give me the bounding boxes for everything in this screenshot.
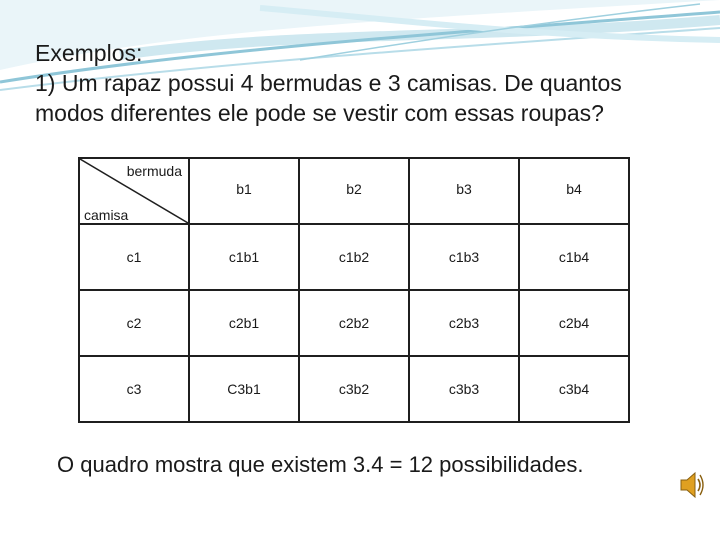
column-header: b4 xyxy=(519,158,629,224)
combinations-table xyxy=(78,157,630,423)
corner-label-camisa: camisa xyxy=(84,207,129,223)
title-line-1: Exemplos: xyxy=(35,40,143,66)
table-row xyxy=(79,290,629,356)
row-header: c1 xyxy=(79,224,189,290)
column-header: b3 xyxy=(409,158,519,224)
conclusion-text: O quadro mostra que existem 3.4 = 12 possibilidades. xyxy=(57,452,584,477)
table-cell: c1b3 xyxy=(409,224,519,290)
table-row xyxy=(79,356,629,422)
row-header: c2 xyxy=(79,290,189,356)
speaker-icon[interactable] xyxy=(678,468,706,502)
table-cell: C3b1 xyxy=(189,356,299,422)
table-cell: c2b3 xyxy=(409,290,519,356)
table-cell: c1b2 xyxy=(299,224,409,290)
table-cell: c2b4 xyxy=(519,290,629,356)
table-cell: c3b4 xyxy=(519,356,629,422)
table-cell: c1b1 xyxy=(189,224,299,290)
title-line-2: 1) Um rapaz possui 4 bermudas e 3 camisas. De quantos xyxy=(35,70,622,96)
table-cell: c2b2 xyxy=(299,290,409,356)
column-header: b2 xyxy=(299,158,409,224)
table-cell: c3b3 xyxy=(409,356,519,422)
table-cell: c2b1 xyxy=(189,290,299,356)
corner-label-bermuda: bermuda xyxy=(126,163,182,179)
title-line-3: modos diferentes ele pode se vestir com essas roupas? xyxy=(35,100,604,126)
table-cell: c3b2 xyxy=(299,356,409,422)
table-header-row xyxy=(79,158,629,224)
table-row xyxy=(79,224,629,290)
column-header: b1 xyxy=(189,158,299,224)
row-header: c3 xyxy=(79,356,189,422)
question-text xyxy=(35,38,695,128)
table-cell: c1b4 xyxy=(519,224,629,290)
corner-cell xyxy=(79,158,189,224)
